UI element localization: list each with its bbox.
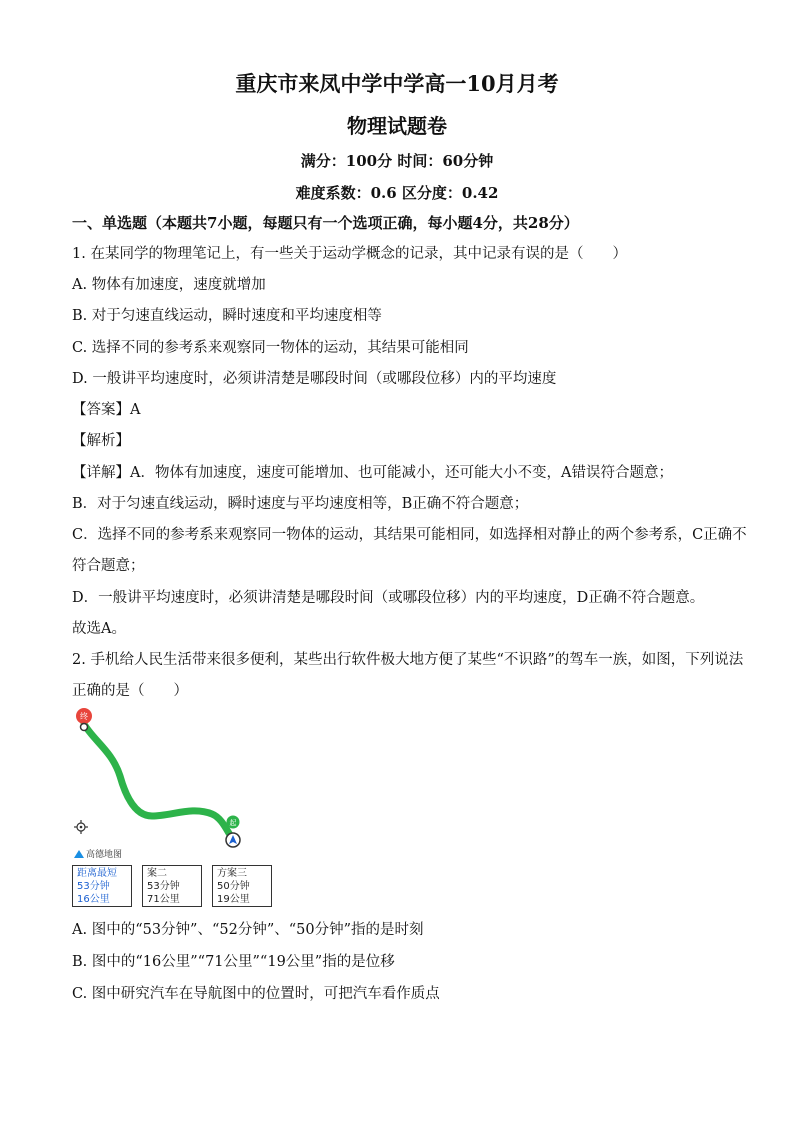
exam-title: 重庆市来凤中学中学高一10月月考	[235, 71, 559, 96]
q2-option-c: C. 图中研究汽车在导航图中的位置时，可把汽车看作质点	[72, 986, 440, 1002]
route-name: 距离最短	[77, 868, 117, 879]
q1-answer	[72, 400, 728, 420]
route-option-3	[212, 865, 272, 907]
q1-option-c: C. 选择不同的参考系来观察同一物体的运动，其结果可能相同	[72, 340, 469, 356]
q1-stem: 1. 在某同学的物理笔记上，有一些关于运动学概念的记录，其中记录有误的是（ ）	[72, 246, 627, 262]
route-option-2	[142, 865, 202, 907]
q1-detail-line: B．对于匀速直线运动，瞬时速度与平均速度相等，B正确不符合题意；	[72, 496, 529, 512]
route-name: 方案三	[217, 868, 247, 879]
map-logo-icon	[74, 850, 84, 858]
locate-icon	[74, 820, 88, 834]
q1-option-d: D. 一般讲平均速度时，必须讲清楚是哪段时间（或哪段位移）内的平均速度	[72, 371, 557, 387]
answer-value: A	[130, 402, 141, 418]
route-time: 53分钟	[77, 881, 110, 892]
exam-score-time: 满分：100分 时间：60分钟	[300, 152, 494, 170]
end-marker-label: 终	[80, 712, 88, 721]
route-distance: 71公里	[147, 894, 180, 905]
exam-difficulty: 难度系数：0.6 区分度：0.42	[295, 184, 499, 202]
q1-detail-line: 故选A。	[72, 621, 126, 637]
q2-option-b: B. 图中的“16公里”“71公里”“19公里”指的是位移	[72, 954, 395, 970]
q1-detail-line: 【详解】A．物体有加速度，速度可能增加、也可能减小，还可能大小不变，A错误符合题意；	[72, 465, 673, 481]
route-distance: 19公里	[217, 894, 250, 905]
q1-detail-line: D．一般讲平均速度时，必须讲清楚是哪段时间（或哪段位移）内的平均速度，D正确不符合题意。	[72, 590, 705, 606]
q2-stem-line1: 2. 手机给人民生活带来很多便利，某些出行软件极大地方便了某些“不识路”的驾车一族，如图，下列说法	[72, 652, 744, 668]
route-line	[84, 724, 232, 838]
route-option-1	[72, 865, 132, 907]
map-logo-text: 高德地图	[86, 850, 123, 860]
q1-analysis-tag: 【解析】	[72, 433, 130, 449]
start-marker-label: 起	[229, 819, 237, 827]
map-logo	[74, 847, 122, 860]
route-distance: 16公里	[77, 894, 110, 905]
q1-detail-line: 符合题意；	[72, 558, 145, 574]
q2-option-a: A. 图中的“53分钟”、“52分钟”、“50分钟”指的是时刻	[72, 922, 424, 938]
section-heading: 一、单选题（本题共7小题，每题只有一个选项正确，每小题4分，共28分）	[72, 214, 579, 232]
route-time: 50分钟	[217, 881, 250, 892]
q1-option-b: B. 对于匀速直线运动，瞬时速度和平均速度相等	[72, 308, 382, 324]
q1-option-a: A. 物体有加速度，速度就增加	[72, 277, 266, 293]
q2-stem-line2: 正确的是（ ）	[72, 683, 188, 699]
exam-subtitle: 物理试题卷	[347, 114, 447, 138]
end-point-dot	[81, 724, 88, 731]
q1-detail-line: C．选择不同的参考系来观察同一物体的运动，其结果可能相同，如选择相对静止的两个参考系，C正确不	[72, 527, 747, 543]
route-time: 53分钟	[147, 881, 180, 892]
answer-tag: 【答案】	[72, 402, 130, 418]
route-name: 案二	[147, 868, 167, 879]
